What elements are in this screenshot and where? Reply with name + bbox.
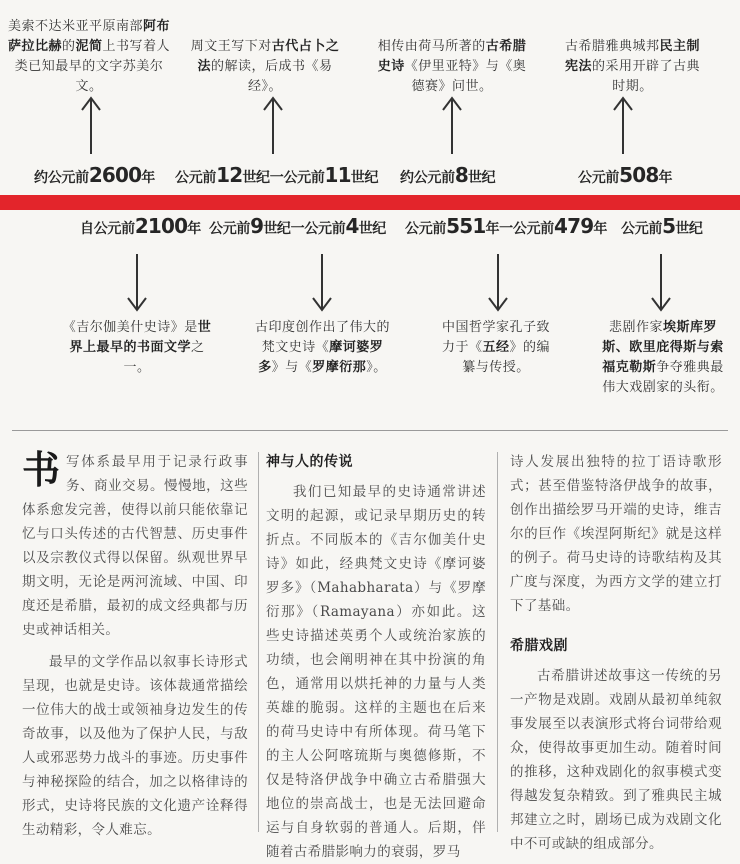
drop-cap: 书 [22, 448, 61, 492]
timeline-note-12th-century-bc: 周文王写下对古代占卜之法的解读，后成书《易经》。 [190, 39, 340, 94]
article-paragraph: 诗人发展出独特的拉丁语诗歌形式；甚至借鉴特洛伊战争的故事，创作出描绘罗马开端的史诗，维吉尔的巨作《埃涅阿斯纪》就是这样的例子。荷马史诗的诗歌结构及其广度与深度，为西方文学的建立打下了基础。 [510, 454, 722, 614]
arrow-down-icon [487, 252, 509, 312]
timeline-note-551-479bc: 中国哲学家孔子致力于《五经》的编纂与传授。 [441, 320, 551, 375]
timeline-note-2100bc: 《吉尔伽美什史诗》是世界上最早的书面文学之一。 [62, 320, 212, 375]
article-paragraph: 书写体系最早用于记录行政事务、商业交易。慢慢地，这些体系愈发完善，使得以前只能依靠记忆与口头传述的古代智慧、历史事件以及宗教仪式得以保留。纵观世界早期文明，无论是两河流域、中国、印度还是希腊，最初的成文经典都与历史或神话相关。 [22, 448, 248, 638]
timeline-note-2600bc: 美索不达米亚平原南部阿布萨拉比赫的泥简上书写着人类已知最早的文字苏美尔文。 [7, 19, 171, 94]
article-column-3 [510, 450, 722, 856]
timeline-note-5th-century-bc: 悲剧作家埃斯库罗斯、欧里庇得斯与索福克勒斯争夺雅典最伟大戏剧家的头衔。 [602, 320, 724, 395]
timeline-note-508bc: 古希腊雅典城邦民主制宪法的采用开辟了古典时期。 [564, 39, 701, 94]
column-divider [258, 452, 259, 832]
date-5th-century-bc: 公元前5世纪 [621, 214, 703, 238]
date-2600bc: 约公元前2600年 [34, 163, 155, 187]
date-9th-4th-century-bc: 公元前9世纪一公元前4世纪 [209, 214, 386, 238]
article-column-2 [266, 450, 486, 864]
timeline-note-8th-century-bc: 相传由荷马所著的古希腊史诗《伊里亚特》与《奥德赛》问世。 [377, 39, 527, 94]
date-551-479bc: 公元前551年一公元前479年 [405, 214, 608, 238]
arrow-down-icon [650, 252, 672, 312]
date-12th-11th-century-bc: 公元前12世纪一公元前11世纪 [175, 163, 379, 187]
arrow-down-icon [126, 252, 148, 312]
arrow-down-icon [311, 252, 333, 312]
timeline-note-9th-4th-century-bc: 古印度创作出了伟大的梵文史诗《摩诃婆罗多》与《罗摩衍那》。 [255, 320, 391, 375]
article-paragraph: 最早的文学作品以叙事长诗形式呈现，也就是史诗。该体裁通常描绘一位伟大的战士或领袖身边发生的传奇故事，以及他为了保护人民，与敌人或邪恶势力战斗的事迹。历史事件与神秘探险的结合，加之以格律诗的形式，史诗将民族的文化遗产诠释得生动精彩，令人难忘。 [22, 654, 248, 838]
arrow-up-icon [441, 96, 463, 156]
section-heading-greek-drama: 希腊戏剧 [510, 638, 568, 654]
article-column-1 [22, 450, 248, 842]
arrow-up-icon [262, 96, 284, 156]
timeline-bar [0, 195, 740, 210]
column-divider [497, 452, 498, 832]
date-2100bc: 自公元前2100年 [80, 214, 201, 238]
arrow-up-icon [612, 96, 634, 156]
section-heading-gods-and-men: 神与人的传说 [266, 454, 353, 470]
article-paragraph: 古希腊讲述故事这一传统的另一产物是戏剧。戏剧从最初单纯叙事发展至以表演形式将台词带给观众，使得故事更加生动。随着时间的推移，这种戏剧化的叙事模式变得越发复杂精致。到了雅典民主城邦建立之时，剧场已成为戏剧文化中不可或缺的组成部分。 [510, 668, 722, 852]
date-8th-century-bc: 约公元前8世纪 [400, 163, 496, 187]
arrow-up-icon [80, 96, 102, 156]
article-paragraph: 我们已知最早的史诗通常讲述文明的起源，或记录早期历史的转折点。不同版本的《吉尔伽美什史诗》如此，经典梵文史诗《摩诃婆罗多》（Mahabharata）与《罗摩衍那》（Ramayana）亦如此。这些史诗描述英勇个人或统治家族的功绩，也会阐明神在其中扮演的角色，通常用以烘托神的力量与人类英雄的脆弱。这样的主题也在后来的荷马史诗中有所体现。荷马笔下的主人公阿喀琉斯与奥德修斯，不仅是特洛伊战争中确立古希腊强大地位的崇高战士，也是无法回避命运与自身软弱的普通人。后期，伴随着古希腊影响力的衰弱，罗马 [266, 484, 486, 860]
date-508bc: 公元前508年 [578, 163, 673, 187]
section-divider [12, 430, 728, 431]
